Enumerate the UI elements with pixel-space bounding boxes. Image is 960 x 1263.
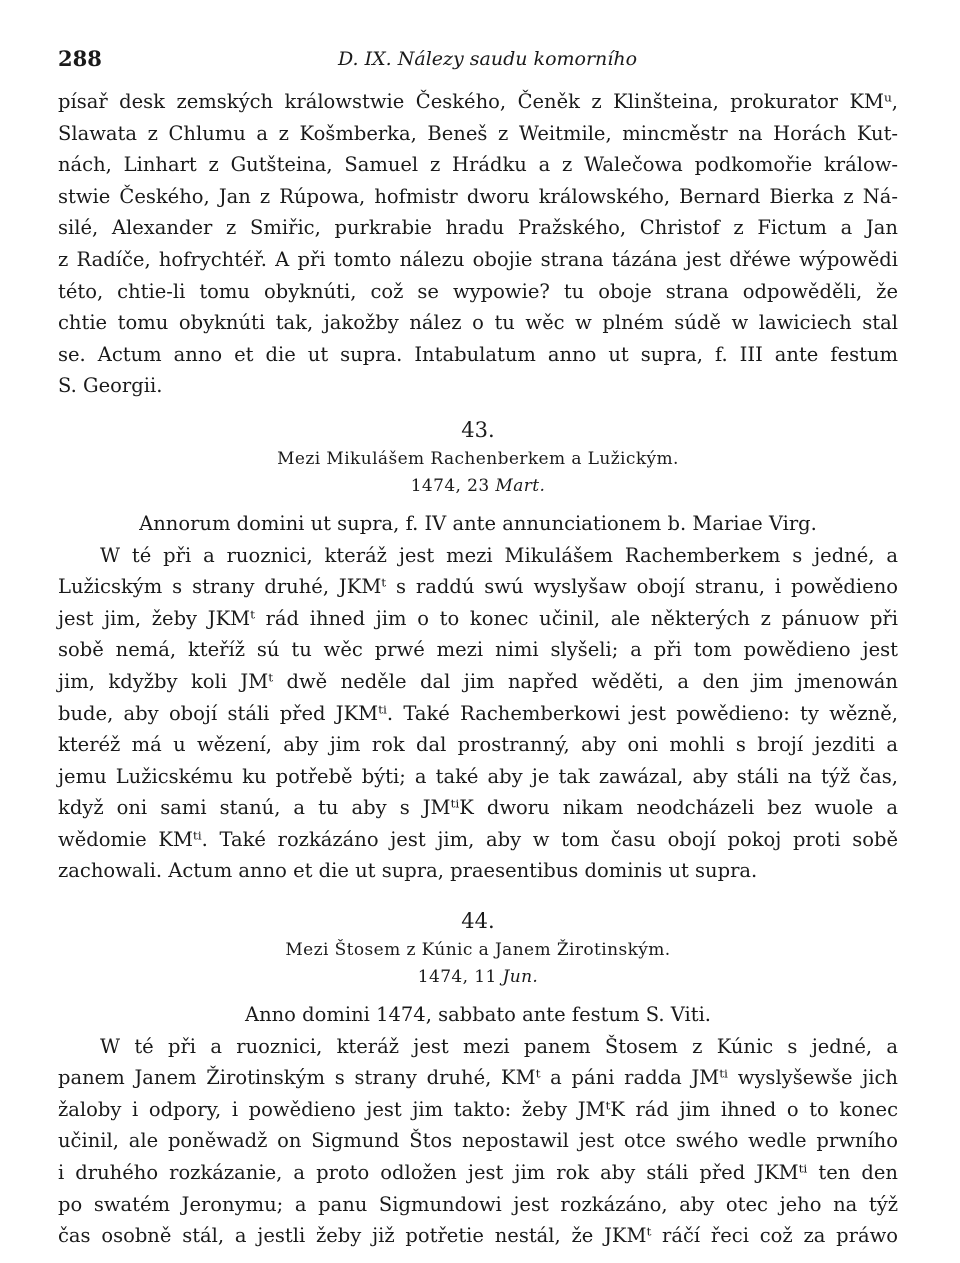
- text-line: silé, Alexander z Smiřic, purkrabie hradu Pražského, Christof z Fictum a Jan: [58, 216, 898, 240]
- text-line: zachowali. Actum anno et die ut supra, praesentibus dominis ut supra.: [58, 859, 758, 883]
- entry-date-year: 1474, 11: [417, 967, 497, 988]
- text-line: jest jim, žeby JKMᵗ rád ihned jim o to konec učinil, ale některých z pánuow při: [58, 606, 898, 630]
- entry-44: [58, 905, 898, 1252]
- entry-date-year: 1474, 23: [410, 475, 490, 496]
- page-header: [58, 46, 902, 76]
- entry-dating-line: Anno domini 1474, sabbato ante festum S. Viti.: [244, 1003, 712, 1027]
- text-line: žaloby i odpory, i powědieno jest jim takto: žeby JMᵗK rád jim ihned o to konec: [58, 1097, 898, 1121]
- text-line: učinil, ale poněwadž on Sigmund Štos nepostawil jest otce swého wedle prwního: [58, 1129, 898, 1153]
- text-line: Lužicským s strany druhé, JKMᵗ s raddú swú wyslyšaw obojí stranu, i powědieno: [58, 575, 898, 599]
- text-line: i druhého rozkázanie, a proto odložen jest jim rok aby stáli před JKMᵗⁱ ten den: [58, 1161, 898, 1185]
- text-line: písař desk zemských králowstwie Českého, Čeněk z Klinšteina, prokurator KMᵘ,: [58, 90, 898, 113]
- text-line: sobě nemá, kteříž sú tu wěc prwé mezi nimi slyšeli; a při tom powědieno jest: [58, 638, 898, 662]
- text-line: se. Actum anno et die ut supra. Intabulatum anno ut supra, f. III ante festum: [58, 342, 898, 366]
- running-head: D. IX. Nálezy saudu komorního: [338, 48, 638, 70]
- text-line: čas osobně stál, a jestli žeby již potřetie nestál, že JKMᵗ ráčí řeci což za práwo: [58, 1224, 898, 1248]
- text-line: kteréž má u wězení, aby jim rok dal prostranný, aby oni mohli s brojí jezditi a: [58, 733, 898, 757]
- entry-dating-line: Annorum domini ut supra, f. IV ante annunciationem b. Mariae Virg.: [139, 511, 817, 535]
- text-line: W té při a ruoznici, kteráž jest mezi panem Štosem z Kúnic s jedné, a: [100, 1034, 898, 1058]
- text-line: z Radíče, hofrychtéř. A při tomto nálezu obojie strana tázána jest dřéwe wýpowědi: [58, 247, 898, 271]
- entry-date-month: Mart.: [495, 475, 546, 496]
- text-line: Slawata z Chlumu a z Košmberka, Beneš z Weitmile, mincměstr na Horách Kut-: [58, 121, 898, 145]
- text-line: stwie Českého, Jan z Rúpowa, hofmistr dworu králowského, Bernard Bierka z Ná-: [58, 184, 898, 208]
- entry-date: [58, 964, 898, 991]
- text-line: W té při a ruoznici, kteráž jest mezi Mikulášem Rachemberkem s jedné, a: [100, 543, 898, 567]
- page-body: [58, 86, 898, 1252]
- entry-date: [58, 473, 898, 500]
- continuation-paragraph: [58, 86, 898, 402]
- text-line: bude, aby obojí stáli před JKMᵗⁱ. Také Rachemberkowi jest powědieno: ty wězně,: [58, 701, 898, 725]
- text-line: nách, Linhart z Gutšteina, Samuel z Hrádku a z Walečowa podkomořie králow-: [58, 153, 898, 177]
- entry-number: 44.: [461, 909, 495, 934]
- text-line: jemu Lužicskému ku potřebě býti; a také aby je tak zawázal, aby stáli na týž čas,: [58, 764, 898, 788]
- entry-title: Mezi Štosem z Kúnic a Janem Žirotinským.: [285, 940, 671, 961]
- page-number: 288: [58, 46, 102, 71]
- text-line: panem Janem Žirotinským s strany druhé, KMᵗ a páni radda JMᵗⁱ wyslyšewše jich: [58, 1066, 898, 1090]
- text-line: chtie tomu obyknúti tak, jakožby nález o tu wěc w plném súdě w lawiciech stal: [58, 311, 898, 335]
- entry-date-month: Jun.: [502, 967, 539, 988]
- entry-43: [58, 414, 898, 887]
- text-line: po swatém Jeronymu; a panu Sigmundowi jest rozkázáno, aby otec jeho na týž: [58, 1192, 898, 1216]
- entry-title: Mezi Mikulášem Rachenberkem a Lužickým.: [277, 448, 679, 469]
- text-line: jim, kdyžby koli JMᵗ dwě neděle dal jim napřed wěděti, a den jim jmenowán: [58, 669, 898, 693]
- text-line: když oni sami stanú, a tu aby s JMᵗⁱK dworu nikam neodcházeli bez wuole a: [58, 796, 898, 820]
- spacer: [58, 887, 898, 893]
- text-line: S. Georgii.: [58, 374, 163, 398]
- text-line: wědomie KMᵗⁱ. Také rozkázáno jest jim, aby w tom času obojí pokoj proti sobě: [58, 827, 898, 851]
- entry-number: 43.: [461, 417, 495, 442]
- text-line: této, chtie-li tomu obyknúti, což se wypowie? tu oboje strana odpowěděli, že: [58, 279, 898, 303]
